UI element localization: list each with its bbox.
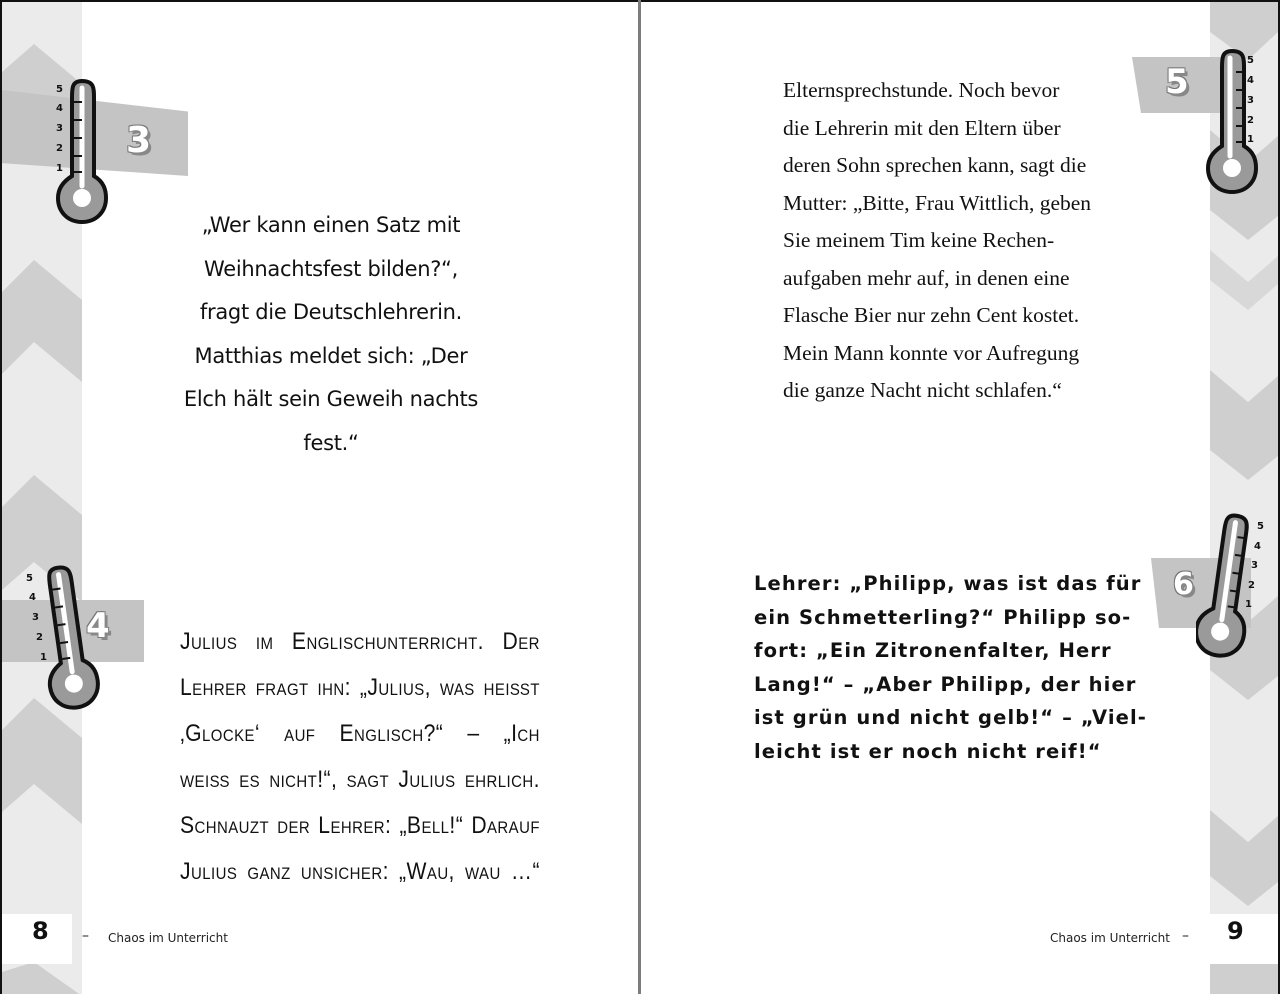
page-number: 9: [1227, 917, 1244, 945]
running-head: Chaos im Unterricht: [108, 931, 228, 945]
joke-number: 5: [1165, 62, 1189, 102]
right-page: 5 5 4 3 2 1 Elternsprechstunde. Noch bevor die Lehrerin mit den Eltern über deren Sohn sprechen kann, sagt die Mutter: „Bitte, Frau Wittlich, geben Sie meinem Tim keine Rechen- aufgaben mehr auf, in denen eine Flasche Bier nur zehn Cent kostet. Mein Mann konnte vor Aufregung die ganze Nacht nicht schlafen.“ 6 5 4 3 2 1 Lehrer: „Philipp, was ist das für ein Schmetterling?“ Philipp so- fort: „Ein Zitronenfalter, Herr Lang!“ – „Aber Philipp, der hier ist grün und nicht gelb!“ – „Viel- leicht ist er noch nicht reif!“ Chaos im Unterricht – 9: [641, 0, 1280, 994]
running-head: Chaos im Unterricht: [1050, 931, 1170, 945]
joke-text-4: Julius im Englischunterricht. Der Lehrer fragt ihn: „Julius, was heißt ‚Glocke‘ auf Englisch?“ – „Ich weiß es nicht!“, sagt Julius ehrlich. Schnauzt der Lehrer: „Bell!“ Darauf Julius ganz unsicher: „Wau, wau …“: [180, 628, 540, 885]
thermometer-rating-icon: [38, 562, 100, 712]
running-head-dash: –: [1182, 928, 1189, 944]
running-head-dash: –: [82, 928, 89, 944]
page-number: 8: [32, 917, 49, 945]
left-page: 3 5 4 3 2 1 „Wer kann einen Satz mit Weihnachtsfest bilden?“, fragt die Deutschlehrerin. Matthias meldet sich: „Der Elch hält sein Geweih nachts fest.“ 4 5 4 3 2 1 Julius im Englischunterricht. Der Lehrer fragt ihn: „Julius, was heißt ‚Glocke‘ auf Englisch?“ – „Ich weiß es nicht!“, sagt Julius ehrlich. Schnauzt der Lehrer: „Bell!“ Darauf Julius ganz unsicher: „Wau, wau …“ 8 – Chaos im Unterricht: [0, 0, 639, 994]
joke-text-6: Lehrer: „Philipp, was ist das für ein Schmetterling?“ Philipp so- fort: „Ein Zitronenfalter, Herr Lang!“ – „Aber Philipp, der hier ist grün und nicht gelb!“ – „Viel- leicht ist er noch nicht reif!“: [754, 572, 1147, 763]
joke-number: 3: [126, 120, 152, 161]
joke-text-3: „Wer kann einen Satz mit Weihnachtsfest bilden?“, fragt die Deutschlehrerin. Matthias meldet sich: „Der Elch hält sein Geweih nachts fest.“: [183, 213, 479, 455]
joke-number: 4: [86, 606, 110, 646]
joke-number: 6: [1173, 567, 1194, 602]
joke-text-5: Elternsprechstunde. Noch bevor die Lehrerin mit den Eltern über deren Sohn sprechen kann, sagt die Mutter: „Bitte, Frau Wittlich, geben Sie meinem Tim keine Rechen- aufgaben mehr auf, in denen eine Flasche Bier nur zehn Cent kostet. Mein Mann konnte vor Aufregung die ganze Nacht nicht schlafen.“: [783, 78, 1092, 402]
